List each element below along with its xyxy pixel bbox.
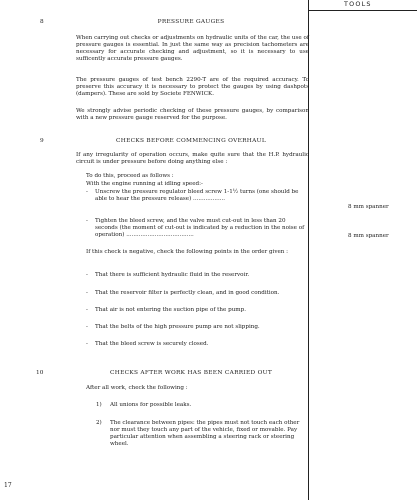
pressure-gauges-paragraph-3: We strongly advise periodic checking of these pressure gauges, by comparison with a new pressure gauge reserved for the purpose. [76, 108, 309, 121]
step-text: Tighten the bleed screw, and the valve must cut-out in less than 20 seconds (the moment of cut-out is indicated by a reduction in the noise of operation) ...................................... [95, 218, 305, 238]
tools-header-rule [308, 10, 417, 11]
check-text: That air is not entering the suction pipe of the pump. [95, 307, 246, 313]
tools-column-title: TOOLS [344, 0, 372, 8]
after-item-1 [96, 402, 309, 409]
tool-8mm-spanner-1: 8 mm spanner [348, 204, 389, 210]
check-item-filter [86, 290, 309, 297]
item-text: All unions for possible leaks. [110, 402, 192, 408]
check-text: That the bleed screw is securely closed. [95, 341, 209, 347]
section-number-10: 10 [36, 370, 44, 376]
check-text: That the reservoir filter is perfectly clean, and in good condition. [95, 290, 280, 296]
item-text: The clearance between pipes: the pipes must not touch each other nor must they touch any part of the vehicle, fixed or movable. Pay particular attention when assembling a steering rack or steering wheel. [110, 420, 300, 447]
dash-marker: - [86, 218, 88, 224]
heading-checks-after-work: CHECKS AFTER WORK HAS BEEN CARRIED OUT [109, 370, 273, 376]
item-number: 1) [96, 402, 102, 408]
step-text: Unscrew the pressure regulator bleed screw 1-1½ turns (one should be able to hear the pressure release) .................. [95, 189, 299, 202]
step-unscrew-bleed-screw [86, 189, 309, 203]
check-item-bleed-screw [86, 341, 309, 348]
pressure-gauges-paragraph-1: When carrying out checks or adjustments on hydraulic units of the car, the use of pressure gauges is essential. In just the same way as precision tachometers are necessary for accurate checking and adjustment, so it is necessary to use sufficently accurate pressure gauges. [76, 35, 309, 62]
pressure-gauges-paragraph-2: The pressure gauges of test bench 2290-T are of the required accuracy. To preserve this accuracy it is necessary to protect the gauges by using dashpots (dampers). These are sold by Societe FENWICK. [76, 77, 309, 97]
section-number-8: 8 [40, 19, 44, 25]
check-text: That the belts of the high pressure pump are not slipping. [95, 324, 260, 330]
negative-check-intro: If this check is negative, check the following points in the order given : [86, 249, 289, 255]
tool-8mm-spanner-2: 8 mm spanner [348, 233, 389, 239]
engine-idling-label: With the engine running at idling speed:- [86, 181, 203, 187]
checks-after-intro: After all work, check the following : [86, 385, 188, 391]
dash-marker: - [86, 189, 88, 195]
check-item-air [86, 307, 309, 314]
section-number-9: 9 [40, 138, 44, 144]
dash-marker: - [86, 290, 88, 296]
checks-before-intro: If any irregularity of operation occurs, make quite sure that the H.P. hydraulic circuit is under pressure before doing anything else : [76, 152, 309, 165]
heading-checks-before-overhaul: CHECKS BEFORE COMMENCING OVERHAUL [116, 138, 266, 144]
dash-marker: - [86, 307, 88, 313]
dash-marker: - [86, 272, 88, 278]
heading-pressure-gauges: PRESSURE GAUGES [157, 19, 225, 25]
check-item-belts [86, 324, 309, 331]
page-number: 17 [4, 482, 12, 489]
dash-marker: - [86, 324, 88, 330]
after-item-2 [96, 420, 309, 448]
check-item-fluid [86, 272, 309, 279]
check-text: That there is sufficient hydraulic fluid in the reservoir. [95, 272, 250, 278]
item-number: 2) [96, 420, 102, 426]
dash-marker: - [86, 341, 88, 347]
todo-label: To do this, proceed as follows : [86, 173, 174, 179]
step-tighten-bleed-screw [86, 218, 309, 239]
